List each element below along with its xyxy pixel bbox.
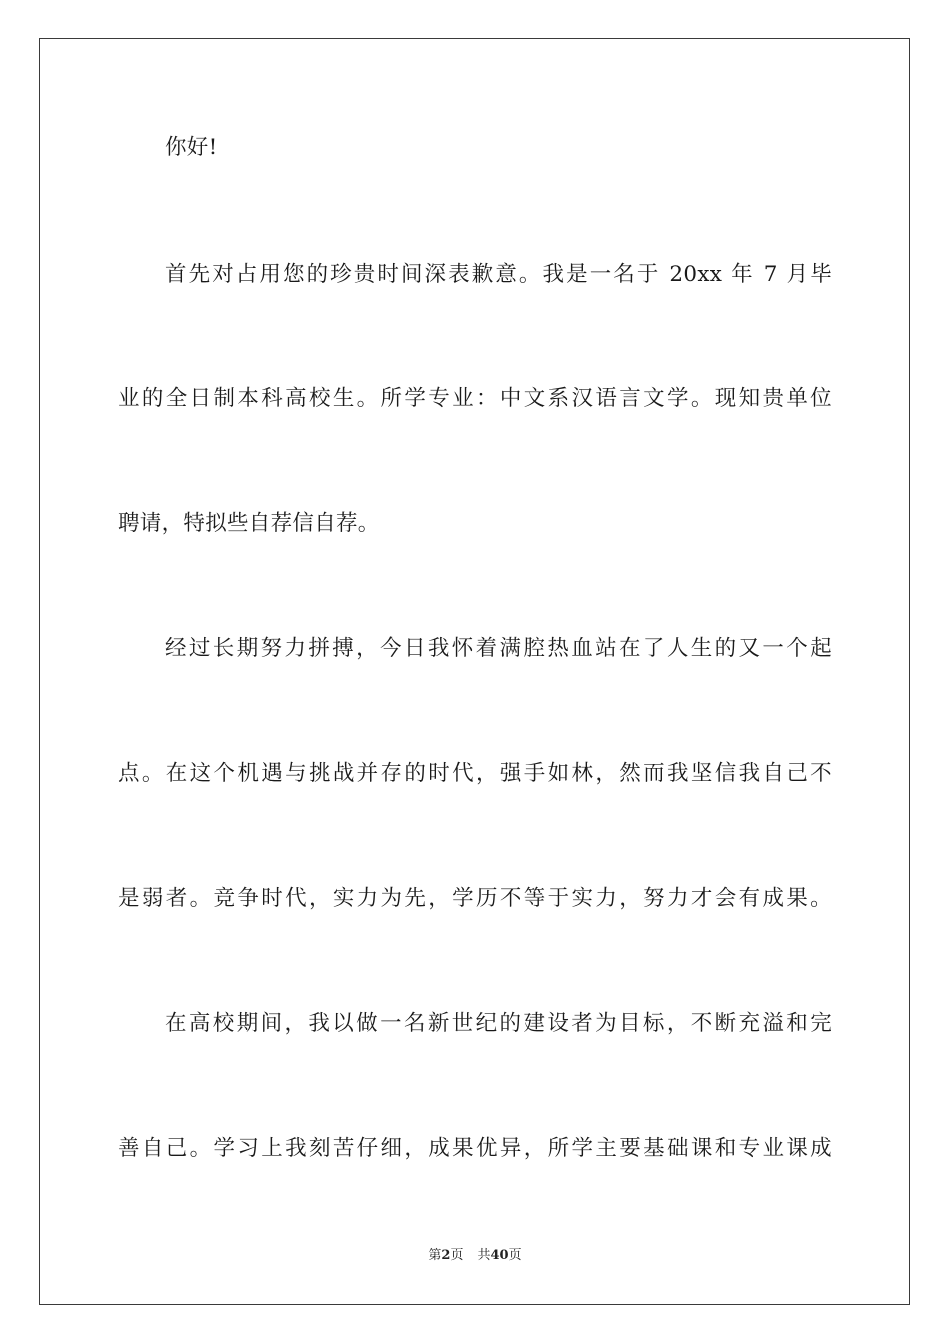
paragraph-line: 点。在这个机遇与挑战并存的时代，强手如林，然而我坚信我自己不: [118, 761, 832, 786]
page-suffix: 页: [450, 1248, 464, 1263]
page-number: [428, 1247, 463, 1265]
total-prefix: 共: [477, 1248, 491, 1263]
paragraph-line: 是弱者。竞争时代，实力为先，学历不等于实力，努力才会有成果。: [118, 886, 832, 911]
paragraph-line: 聘请，特拟些自荐信自荐。: [118, 511, 380, 536]
total-page-count: 40: [490, 1248, 509, 1263]
page-footer: [0, 1247, 950, 1265]
page-prefix: 第: [428, 1248, 442, 1263]
paragraph-line: 善自己。学习上我刻苦仔细，成果优异，所学主要基础课和专业课成: [118, 1136, 832, 1161]
paragraph-line: 业的全日制本科高校生。所学专业：中文系汉语言文学。现知贵单位: [118, 386, 832, 411]
paragraph-line: 经过长期努力拼搏，今日我怀着满腔热血站在了人生的又一个起: [165, 636, 832, 661]
total-pages: [477, 1247, 521, 1265]
total-suffix: 页: [508, 1248, 522, 1263]
current-page: 2: [441, 1248, 451, 1263]
paragraph-line: 在高校期间，我以做一名新世纪的建设者为目标，不断充溢和完: [165, 1011, 832, 1036]
page-border: [39, 38, 910, 1305]
paragraph-line: 首先对占用您的珍贵时间深表歉意。我是一名于 20xx 年 7 月毕: [165, 262, 832, 287]
greeting-line: 你好!: [165, 135, 218, 160]
